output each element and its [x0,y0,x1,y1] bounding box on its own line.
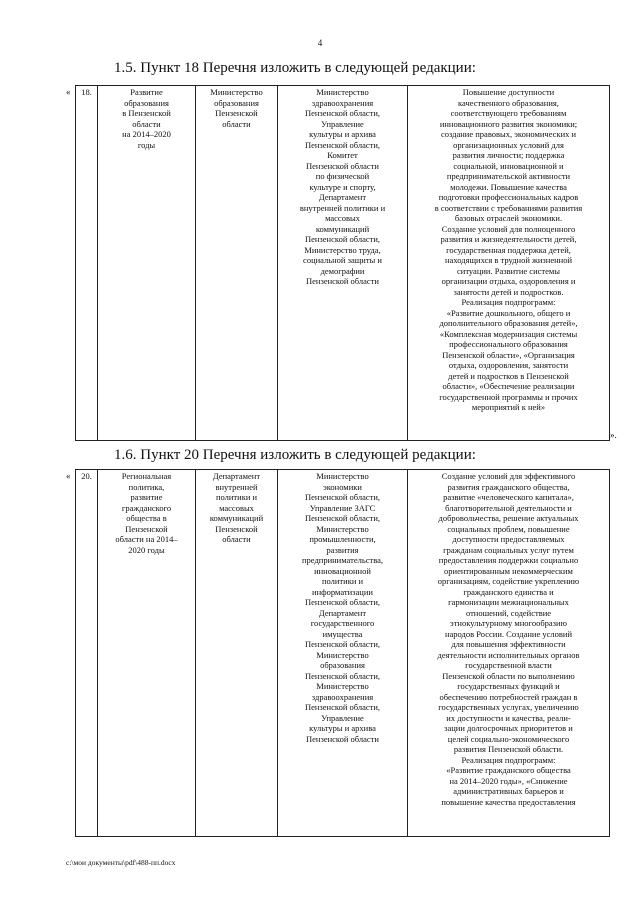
cell-text-line: административных барьеров и [453,786,564,796]
cell-text-line: Пензенской области, [304,139,381,150]
cell-text-line: Пензенской области, [304,234,381,244]
cell-text-line: Реализация подпрограмм: [461,297,556,307]
cell-text-line: Департамент [318,607,367,618]
cell-text-line: социальных проблем, повышение [447,523,570,534]
responsible-executor-cell [196,86,278,441]
cell-text-line: развития и жизнедеятельности детей, [440,234,577,244]
cell-text-line: Пензенской области, [304,492,381,502]
goals-cell [408,470,610,837]
cell-text-line: в соответствии с требованиями развития [434,202,583,213]
item-number: 20. [76,470,98,837]
cell-text-line: целей социально-экономического [447,733,570,744]
cell-text-line: Министерство [210,87,263,97]
cell-text-line: Создание условий для эффективного [441,471,576,481]
cell-text-line: Пензенской области, [304,670,381,681]
cell-text-line: Пензенской области, [304,513,381,523]
cell-text-line: дополнительного образования детей», [439,318,578,328]
cell-text-line: развитие [130,492,163,502]
cell-text-line: Министерство [316,87,369,97]
cell-text-line: Повышение доступности [462,87,555,97]
cell-text-line: «Развитие дошкольного, общего и [446,307,571,318]
cell-text-line: Реализация подпрограмм: [461,754,556,765]
cell-text-line: «Комплексная модернизация системы [439,328,578,339]
cell-text-line: деятельности исполнительных органов [437,649,580,660]
cell-text-line: Пензенской области, [304,702,381,712]
cell-text-line: массовых [325,213,360,223]
cell-text-line: их доступности и качества, реали- [446,712,571,723]
cell-text-line: на 2014–2020 годы», «Снижение [449,775,568,786]
cell-text-line: на 2014–2020 [122,129,171,139]
cell-text-line: культуры и архива [309,129,376,139]
cell-text-line: добровольчества, решение актуальных [438,513,579,523]
cell-text-line: государственных услугах, увеличению [438,702,579,712]
cell-text-line: Пензенской области, [304,597,381,607]
cell-text-line: подготовки профессиональных кадров [438,192,579,202]
cell-text-line: образования [124,97,169,108]
cell-text-line: Региональная [121,471,172,481]
cell-text-line: имущества [322,628,363,639]
cell-text-line: промышленности, [309,534,376,544]
cell-text-line: инновационного развития экономики; [439,118,578,129]
program-name-cell [98,86,196,441]
cell-text-line: организационных условий для [453,139,564,150]
cell-text-line: мероприятий к ней» [471,402,546,412]
cell-text-line: Пензенской области [306,733,379,744]
cell-text-line: зации долгосрочных приоритетов и [444,723,573,733]
cell-text-line: Министерство [316,523,369,534]
cell-text-line: Департамент [318,192,367,202]
cell-text-line: политики и [215,492,258,502]
cell-text-line: организации отдыха, оздоровления и [441,276,576,286]
table-item-20 [75,469,610,837]
cell-text-line: политика, [128,481,165,492]
cell-text-line: базовых отраслей экономики. [454,213,563,223]
cell-text-line: развития личности; поддержка [452,150,565,160]
cell-text-line: находящихся в трудной жизненной [445,255,572,265]
cell-text-line: занятости детей и подростков. [453,286,564,297]
cell-text-line: Министерство труда, [304,244,381,255]
cell-text-line: Пензенской [215,523,258,534]
cell-text-line: государственная поддержка детей, [446,244,571,255]
program-name-cell [98,470,196,837]
cell-text-line: здравоохранения [311,691,374,702]
cell-text-line: доступности предоставляемых [452,534,565,544]
cell-text-line: развития гражданского общества, [447,481,570,492]
cell-text-line: Создание условий для полноценного [441,223,576,234]
cell-text-line: для повышения эффективности [451,639,566,649]
table-item-18 [75,85,610,441]
cell-text-line: создание правовых, экономических и [440,129,577,139]
cell-text-line: Управление ЗАГС [309,502,376,513]
cell-text-line: гармонизации межнациональных [448,597,569,607]
cell-text-line: Министерство [316,681,369,691]
section-heading-1-6: 1.6. Пункт 20 Перечня изложить в следующей редакции: [114,447,476,463]
cell-text-line: социальной защиты и [303,255,382,265]
section-heading-1-5: 1.5. Пункт 18 Перечня изложить в следующей редакции: [114,60,476,76]
close-quote-1: ». [610,430,617,440]
coexecutors-cell [278,86,408,441]
cell-text-line: гражданам социальных услуг путем [443,544,574,555]
cell-text-line: развития [326,544,359,555]
open-quote-2: « [66,471,71,481]
open-quote-1: « [66,87,71,97]
cell-text-line: Министерство [316,649,369,660]
cell-text-line: области на 2014– [115,534,178,544]
cell-text-line: годы [137,139,156,150]
cell-text-line: области», «Обеспечение реализации [442,381,575,391]
cell-text-line: инновационной [314,565,371,576]
cell-text-line: экономики [323,481,362,492]
cell-text-line: Пензенской области, [304,639,381,649]
cell-text-line: ориентированным некоммерческим [444,565,573,576]
cell-text-line: Пензенской области, [304,108,381,118]
table-row [76,86,610,441]
footer-file-path: c:\мои документы\pdf\488-пп.docx [66,858,176,867]
cell-text-line: этнокультурному многообразию [450,618,567,628]
cell-text-line: гражданского единства и [463,586,554,597]
cell-text-line: гражданского [121,502,172,513]
cell-text-line: коммуникаций [315,223,370,234]
cell-text-line: культуры и архива [309,723,376,733]
cell-text-line: внутренней политики и [299,202,386,213]
cell-text-line: массовых [219,502,254,513]
item-number: 18. [76,86,98,441]
cell-text-line: области [222,118,251,129]
cell-text-line: повышение качества предоставления [441,796,576,807]
cell-text-line: в Пензенской [122,108,171,118]
cell-text-line: профессионального образования [449,339,568,349]
cell-text-line: социальной, инновационной и [453,160,564,171]
cell-text-line: Развитие [130,87,163,97]
cell-text-line: Управление [321,712,364,723]
cell-text-line: молодежи. Повышение качества [450,181,567,192]
cell-text-line: здравоохранения [311,97,374,108]
cell-text-line: качественного образования, [458,97,559,108]
cell-text-line: Пензенской области по выполнению [442,670,575,681]
goals-cell [408,86,610,441]
cell-text-line: Пензенской [125,523,168,534]
cell-text-line: политики и [321,576,364,586]
cell-text-line: демографии [320,265,365,276]
cell-text-line: отдыха, оздоровления, занятости [448,360,569,370]
cell-text-line: информатизации [312,586,373,597]
cell-text-line: государственных функций и [457,681,560,691]
cell-text-line: общества в [126,513,167,523]
cell-text-line: народов России. Создание условий [444,628,572,639]
cell-text-line: Министерство [316,471,369,481]
cell-text-line: области [132,118,161,129]
cell-text-line: отношений, содействие [465,607,552,618]
cell-text-line: предпринимательства, [302,555,383,565]
cell-text-line: Пензенской области», «Организация [442,349,575,360]
cell-text-line: Управление [321,118,364,129]
cell-text-line: государственного [310,618,375,628]
cell-text-line: Пензенской области [306,160,379,171]
cell-text-line: организациям, содействие укреплению [437,576,580,586]
cell-text-line: государственной власти [465,660,552,670]
cell-text-line: образования [214,97,259,108]
table-row [76,470,610,837]
cell-text-line: образования [320,660,365,670]
cell-text-line: Комитет [327,150,358,160]
cell-text-line: культуре и спорту, [309,181,376,192]
coexecutors-cell [278,470,408,837]
cell-text-line: государственной программы и прочих [439,391,578,402]
cell-text-line: обеспечению потребностей граждан в [439,691,578,702]
page-number: 4 [317,38,323,48]
cell-text-line: «Развитие гражданского общества [446,765,571,775]
cell-text-line: соответствующего требованиям [450,108,567,118]
cell-text-line: предоставления поддержки социально [438,555,579,565]
cell-text-line: благотворительной деятельности и [445,502,572,513]
cell-text-line: предпринимательской активности [446,171,571,181]
cell-text-line: коммуникаций [209,513,264,523]
responsible-executor-cell [196,470,278,837]
cell-text-line: области [222,534,251,544]
cell-text-line: ситуации. Развитие системы [457,265,560,276]
cell-text-line: Департамент [212,471,261,481]
cell-text-line: Пензенской [215,108,258,118]
cell-text-line: развития Пензенской области. [453,744,564,754]
cell-text-line: детей и подростков в Пензенской [448,370,569,381]
cell-text-line: развитие «человеческого капитала», [443,492,574,502]
cell-text-line: Пензенской области [306,276,379,286]
cell-text-line: 2020 годы [128,544,165,555]
cell-text-line: внутренней [215,481,258,492]
cell-text-line: по физической [315,171,370,181]
